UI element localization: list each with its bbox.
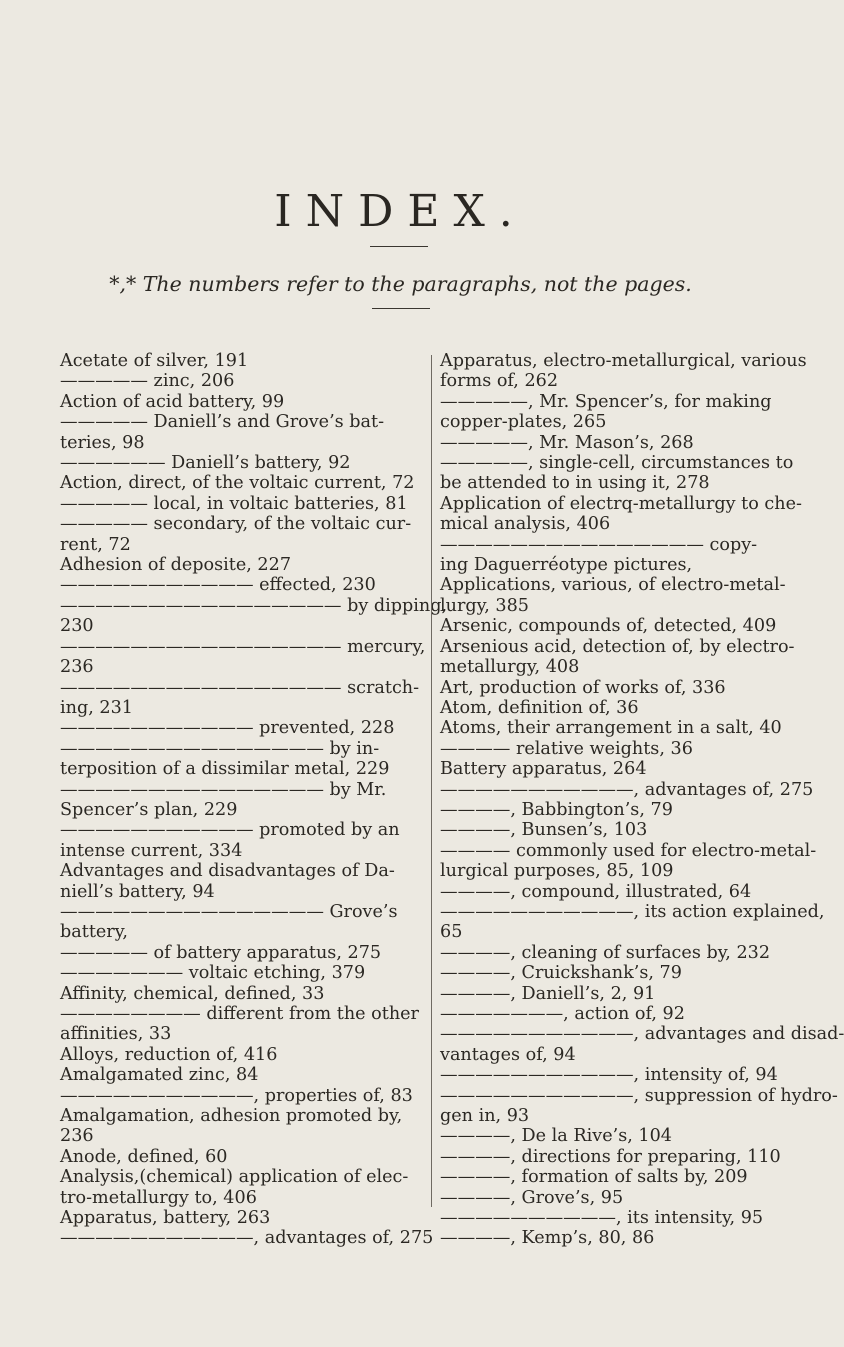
index-entry: tro-metallurgy to, 406 xyxy=(60,1187,257,1208)
index-entry: Applications, various, of electro-metal- xyxy=(440,575,786,596)
index-entry: ——————————, its intensity, 95 xyxy=(440,1208,764,1229)
index-entry: ————, formation of salts by, 209 xyxy=(440,1167,748,1188)
index-entry: Analysis,(chemical) application of elec- xyxy=(60,1167,409,1188)
index-entry: rent, 72 xyxy=(60,534,131,555)
index-entry: intense current, 334 xyxy=(60,840,243,861)
index-entry: ———————————, advantages and disad- xyxy=(440,1024,844,1045)
index-entry: Art, production of works of, 336 xyxy=(440,677,726,698)
index-entry: Application of electrq-metallurgy to che- xyxy=(440,493,802,514)
index-entry: 230 xyxy=(60,616,94,637)
index-entry: ———————————, advantages of, 275 xyxy=(60,1228,434,1249)
index-entry: forms of, 262 xyxy=(440,371,559,392)
index-entry: ———————, action of, 92 xyxy=(440,1004,685,1024)
index-entry: ——————————————— by Mr. xyxy=(60,779,387,800)
index-entry: ———————————————— mercury, xyxy=(60,636,426,657)
index-entry: ————, Grove’s, 95 xyxy=(440,1187,624,1208)
index-entry: Arsenious acid, detection of, by electro- xyxy=(440,636,795,657)
index-entry: ————— local, in voltaic batteries, 81 xyxy=(60,493,408,514)
index-entry: lurgical purposes, 85, 109 xyxy=(440,861,674,882)
index-entry: ———————————, its action explained, xyxy=(440,901,825,922)
index-entry: ————— of battery apparatus, 275 xyxy=(60,942,382,963)
index-entry: ————, Cruickshank’s, 79 xyxy=(440,963,682,984)
index-entry: affinities, 33 xyxy=(60,1024,172,1045)
note-rule xyxy=(372,308,430,309)
index-entry: ————— secondary, of the voltaic cur- xyxy=(60,514,412,535)
index-note: *,* The numbers refer to the paragraphs, not the pages. xyxy=(109,272,692,296)
left-column xyxy=(60,351,448,1249)
index-entry: 236 xyxy=(60,1126,94,1147)
index-entry: ————, directions for preparing, 110 xyxy=(440,1146,781,1167)
index-entry: —————— Daniell’s battery, 92 xyxy=(60,453,351,474)
index-entry: ——————————————— by in- xyxy=(60,738,380,759)
index-entry: Battery apparatus, 264 xyxy=(440,759,647,780)
index-entry: ———————————, properties of, 83 xyxy=(60,1085,413,1106)
index-entry: ———— commonly used for electro-metal- xyxy=(440,840,817,861)
index-entry: Action, direct, of the voltaic current, 72 xyxy=(60,473,415,494)
index-entry: Action of acid battery, 99 xyxy=(60,391,285,412)
index-entry: ————, Daniell’s, 2, 91 xyxy=(440,983,656,1004)
index-entry: ———————— different from the other xyxy=(60,1004,419,1024)
index-entry: lurgy, 385 xyxy=(440,595,529,616)
index-entry: 65 xyxy=(440,922,463,943)
index-entry: ———————————————— scratch- xyxy=(60,677,420,698)
index-entry: Amalgamated zinc, 84 xyxy=(60,1065,259,1086)
index-entry: terposition of a dissimilar metal, 229 xyxy=(60,759,390,780)
index-entry: —————, Mr. Spencer’s, for making xyxy=(440,391,772,412)
column-divider xyxy=(431,355,432,1207)
index-entry: Apparatus, electro-metallurgical, various xyxy=(440,351,807,371)
index-entry: ————, cleaning of surfaces by, 232 xyxy=(440,942,771,963)
index-entry: ——————————————— Grove’s xyxy=(60,901,398,922)
index-entry: —————, Mr. Mason’s, 268 xyxy=(440,432,694,453)
page-title: INDEX. xyxy=(274,186,527,237)
index-entry: ————, compound, illustrated, 64 xyxy=(440,881,752,902)
index-entry: ———————————————— by dipping, xyxy=(60,595,448,616)
index-entry: ———— relative weights, 36 xyxy=(440,738,693,759)
index-entry: ——————— voltaic etching, 379 xyxy=(60,963,366,984)
index-entry: ————— Daniell’s and Grove’s bat- xyxy=(60,412,385,433)
index-entry: Affinity, chemical, defined, 33 xyxy=(60,983,325,1004)
index-entry: Acetate of silver, 191 xyxy=(60,351,249,371)
index-entry: ——————————— effected, 230 xyxy=(60,575,376,596)
index-entry: Arsenic, compounds of, detected, 409 xyxy=(440,616,777,637)
index-entry: battery, xyxy=(60,922,128,943)
index-entry: ————, Kemp’s, 80, 86 xyxy=(440,1228,655,1249)
index-entry: be attended to in using it, 278 xyxy=(440,473,710,494)
index-entry: ing, 231 xyxy=(60,697,133,718)
index-entry: Atoms, their arrangement in a salt, 40 xyxy=(440,718,782,739)
index-entry: Spencer’s plan, 229 xyxy=(60,799,238,820)
index-entry: Apparatus, battery, 263 xyxy=(60,1208,271,1229)
index-entry: ————, Babbington’s, 79 xyxy=(440,799,673,820)
index-entry: ————, Bunsen’s, 103 xyxy=(440,820,648,841)
index-entry: Alloys, reduction of, 416 xyxy=(60,1044,278,1065)
index-entry: ———————————, advantages of, 275 xyxy=(440,779,814,800)
index-entry: ——————————— prevented, 228 xyxy=(60,718,395,739)
right-column xyxy=(440,351,844,1249)
title-rule xyxy=(370,246,428,247)
index-entry: Advantages and disadvantages of Da- xyxy=(60,861,395,882)
index-entry: niell’s battery, 94 xyxy=(60,881,215,902)
index-entry: ——————————— promoted by an xyxy=(60,820,400,841)
index-entry: metallurgy, 408 xyxy=(440,657,580,678)
index-entry: gen in, 93 xyxy=(440,1106,530,1127)
index-entry: ———————————, intensity of, 94 xyxy=(440,1065,778,1086)
index-entry: teries, 98 xyxy=(60,432,145,453)
index-entry: ing Daguerréotype pictures, xyxy=(440,555,693,576)
index-entry: Anode, defined, 60 xyxy=(60,1146,228,1167)
index-entry: ——————————————— copy- xyxy=(440,534,758,555)
index-entry: ————— zinc, 206 xyxy=(60,371,235,392)
index-entry: copper-plates, 265 xyxy=(440,412,607,433)
index-entry: mical analysis, 406 xyxy=(440,514,611,535)
index-entry: —————, single-cell, circumstances to xyxy=(440,453,794,474)
index-entry: vantages of, 94 xyxy=(440,1044,576,1065)
index-entry: Amalgamation, adhesion promoted by, xyxy=(60,1106,403,1127)
index-entry: ————, De la Rive’s, 104 xyxy=(440,1126,672,1147)
index-entry: 236 xyxy=(60,657,94,678)
index-entry: ———————————, suppression of hydro- xyxy=(440,1085,838,1106)
index-entry: Adhesion of deposite, 227 xyxy=(60,555,292,576)
index-entry: Atom, definition of, 36 xyxy=(440,697,639,718)
